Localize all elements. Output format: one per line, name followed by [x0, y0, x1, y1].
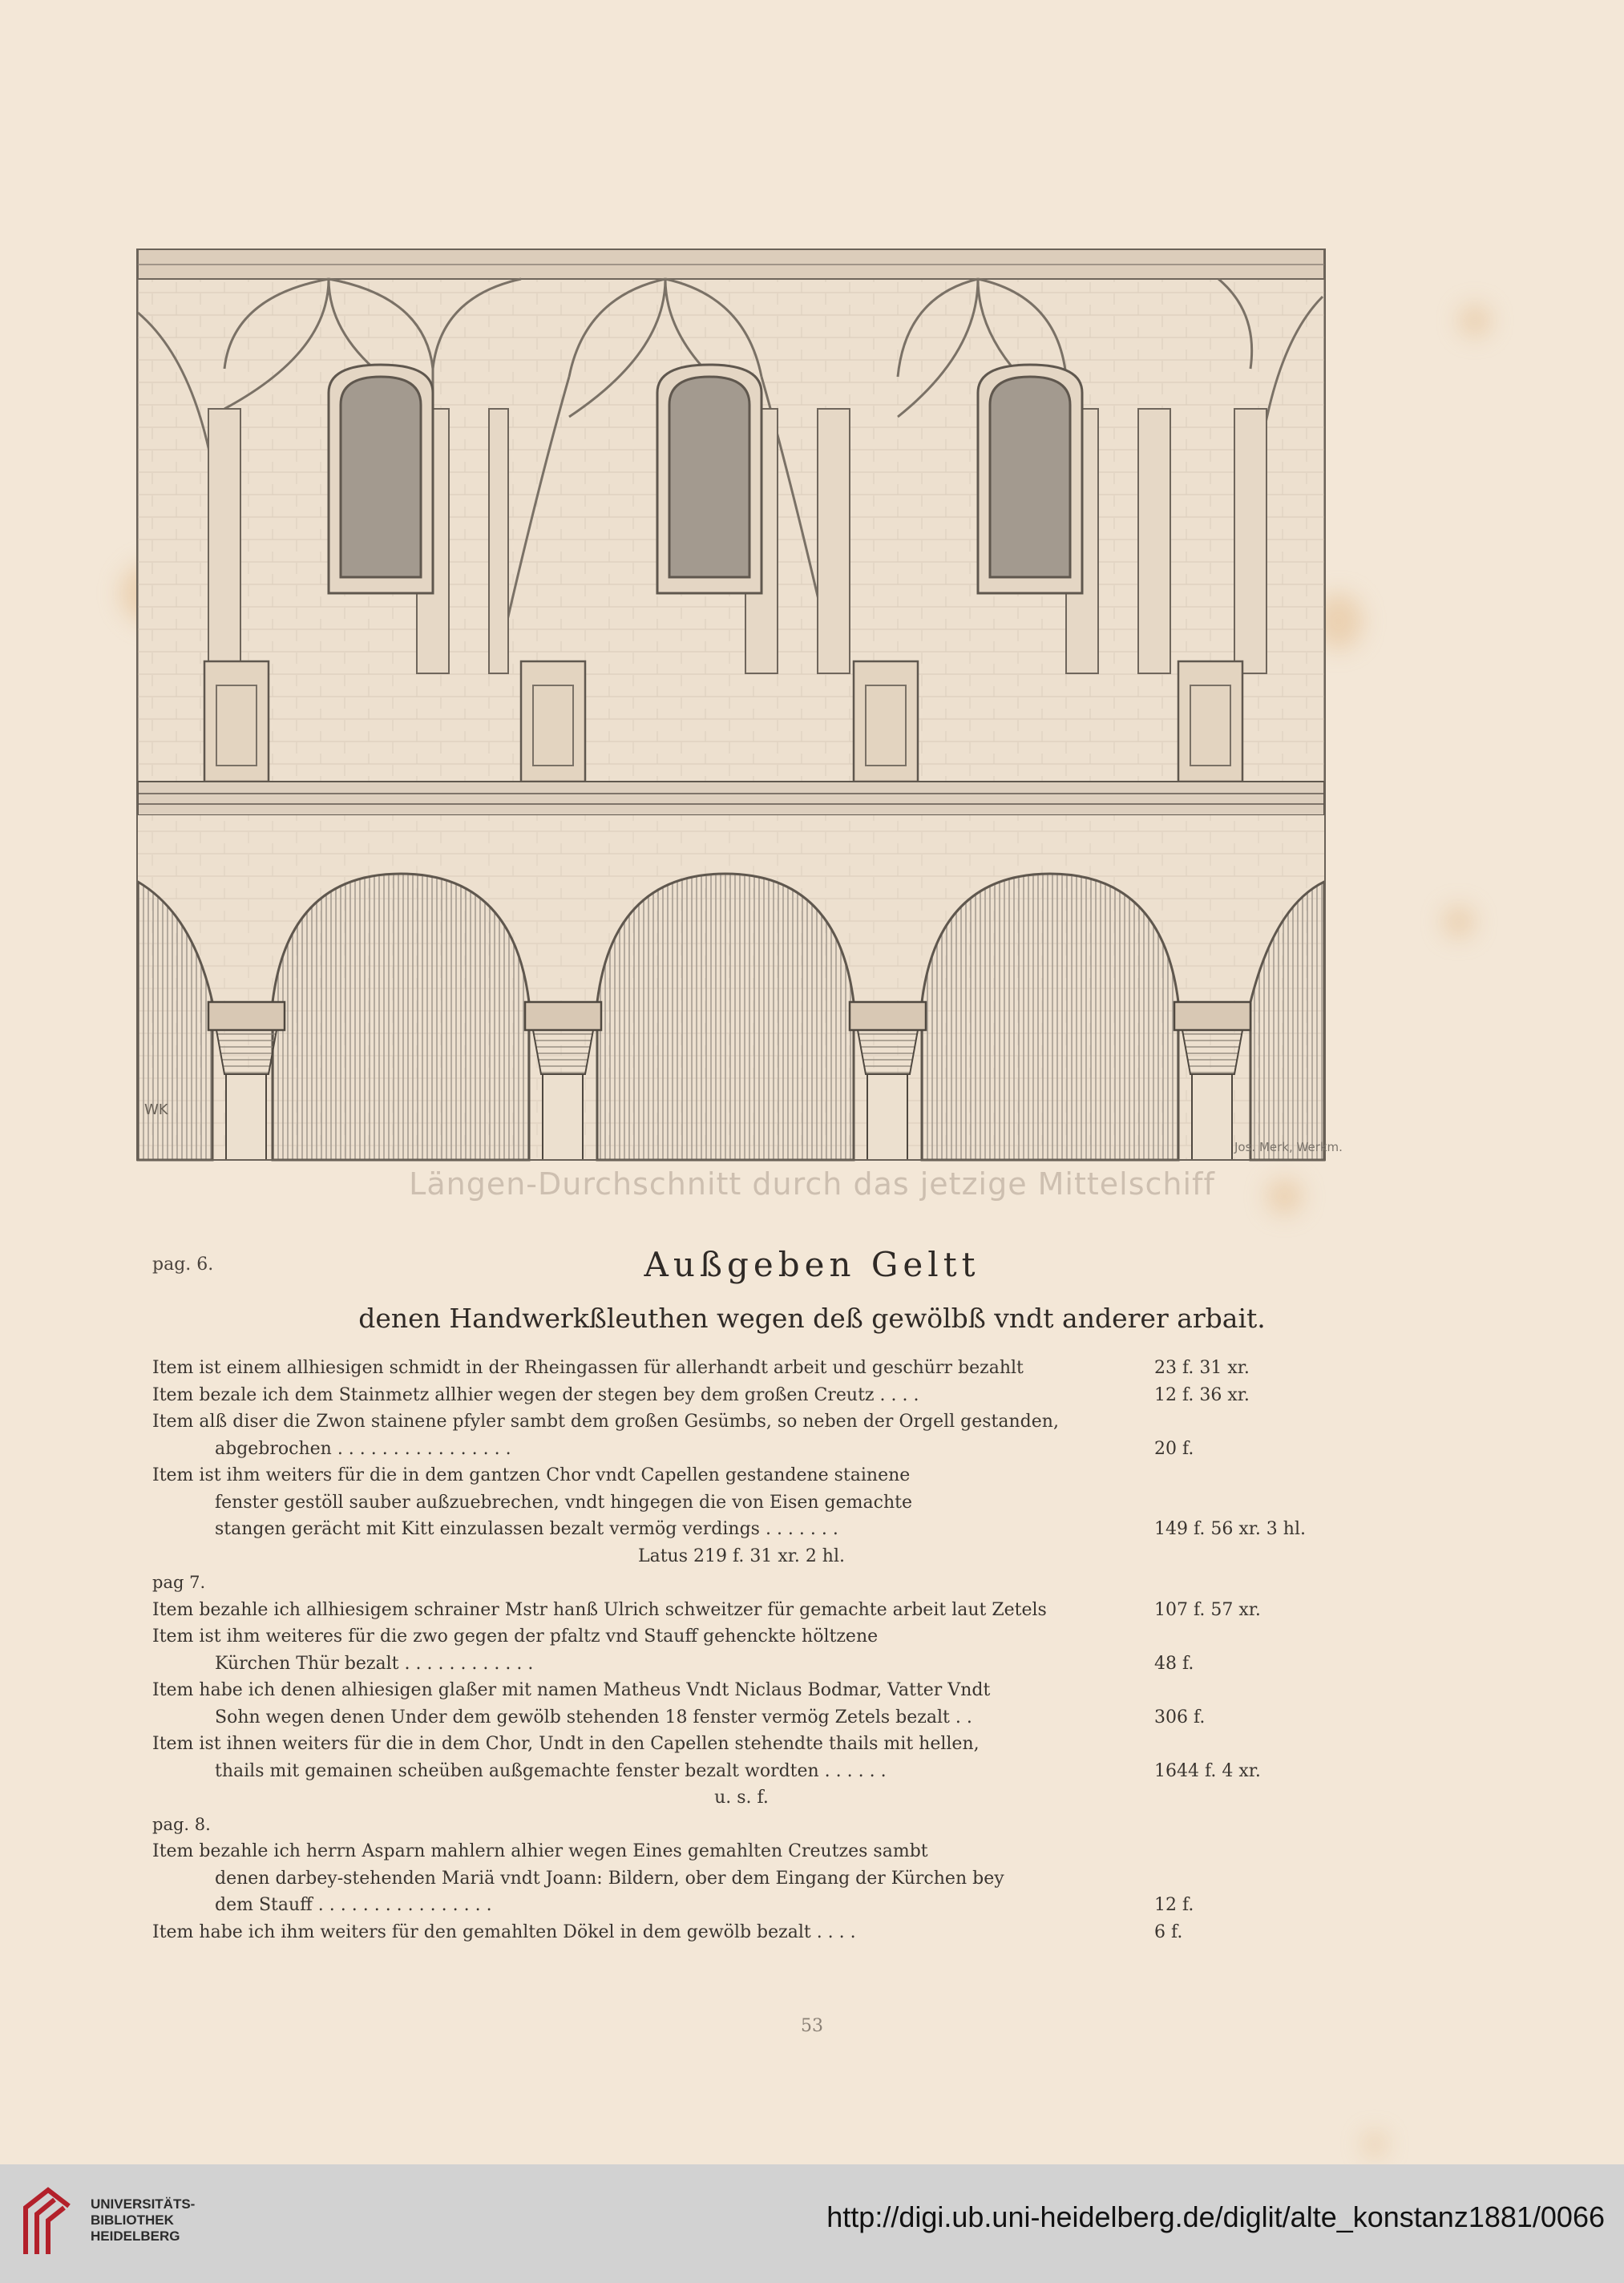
ledger-line: Item ist ihnen weiters für die in dem Chor, Undt in den Capellen stehendte thails mit hellen, — [152, 1734, 980, 1754]
ledger-line: Item bezahle ich allhiesigem schrainer Mstr hanß Ulrich schweitzer für gemachte arbeit laut Zetels 107 f. 57 xr. — [152, 1599, 1261, 1620]
stain — [1443, 906, 1475, 938]
ledger-line: Item bezale ich dem Stainmetz allhier wegen der stegen bey dem großen Creutz . . . . 12 f. 36 xr. — [152, 1384, 1250, 1405]
ledger-line: Item bezahle ich herrn Asparn mahlern alhier wegen Eines gemahlten Creutzes sambt — [152, 1841, 928, 1861]
section-subtitle: denen Handwerkßleuthen wegen deß gewölbß vndt anderer arbait. — [358, 1303, 1266, 1334]
stain — [1363, 2132, 1387, 2156]
ledger-line: Kürchen Thür bezalt . . . . . . . . . . . . 48 f. — [215, 1653, 1194, 1674]
page-ref-8: pag. 8. — [152, 1814, 211, 1834]
page-number: 53 — [801, 2016, 823, 2036]
ledger-line: denen darbey-stehenden Mariä vndt Joann: Bildern, ober dem Eingang der Kürchen bey — [215, 1868, 1004, 1889]
architectural-engraving — [136, 249, 1339, 1162]
engraver-credit: Jos. Merk, Werkm. — [1234, 1140, 1343, 1154]
page-ref-7: pag 7. — [152, 1573, 206, 1592]
ledger-line: dem Stauff . . . . . . . . . . . . . . . . 12 f. — [215, 1895, 1194, 1915]
section-title: Außgeben Geltt — [644, 1245, 980, 1284]
ledger-line: Sohn wegen denen Under dem gewölb stehenden 18 fenster vermög Zetels bezalt . . 306 f. — [215, 1707, 1206, 1727]
ledger-entries — [152, 1355, 1331, 1946]
source-url-link[interactable]: http://digi.ub.uni-heidelberg.de/diglit/alte_konstanz1881/0066 — [826, 2200, 1605, 2233]
ledger-line: thails mit gemainen scheüben außgemachte fenster bezalt wordten . . . . . . 1644 f. 4 xr. — [215, 1760, 1261, 1781]
ledger-line: Item alß diser die Zwon stainene pfyler sambt dem großen Gesümbs, so neben der Orgell gestanden, — [152, 1412, 1059, 1432]
ledger-line: Item habe ich denen alhiesigen glaßer mit namen Matheus Vndt Niclaus Bodmar, Vatter Vndt — [152, 1680, 991, 1700]
library-logo-icon — [19, 2184, 75, 2261]
ledger-line: stangen gerächt mit Kitt einzulassen bezalt vermög verdings . . . . . . . 149 f. 56 xr. 3 hl. — [215, 1519, 1306, 1539]
library-name: UNIVERSITÄTS- BIBLIOTHEK HEIDELBERG — [91, 2196, 196, 2244]
monogram: WK — [144, 1101, 168, 1118]
latus-line: Latus 219 f. 31 xr. 2 hl. — [637, 1546, 846, 1566]
ledger-line: abgebrochen . . . . . . . . . . . . . . . . 20 f. — [215, 1438, 1194, 1459]
ledger-line: Item ist ihm weiteres für die zwo gegen der pfaltz vnd Stauff gehenckte höltzene — [152, 1626, 879, 1647]
ledger-line: Item ist einem allhiesigen schmidt in der Rheingassen für allerhandt arbeit und geschürr bezahlt 23 f. 31 xr. — [152, 1358, 1250, 1378]
usf-line: u. s. f. — [714, 1788, 769, 1808]
ledger-line: Item ist ihm weiters für die in dem gantzen Chor vndt Capellen gestandene stainene — [152, 1465, 911, 1485]
page-ref-6: pag. 6. — [152, 1255, 214, 1275]
digitization-footer — [0, 2164, 1624, 2283]
stain — [1459, 305, 1491, 337]
ledger-line: fenster gestöll sauber außzuebrechen, vndt hingegen die von Eisen gemachte — [215, 1492, 912, 1513]
figure-caption: Längen-Durchschnitt durch das jetzige Mittelschiff — [409, 1166, 1215, 1202]
ledger-line: Item habe ich ihm weiters für den gemahlten Dökel in dem gewölb bezalt . . . . 6 f. — [152, 1921, 1183, 1942]
